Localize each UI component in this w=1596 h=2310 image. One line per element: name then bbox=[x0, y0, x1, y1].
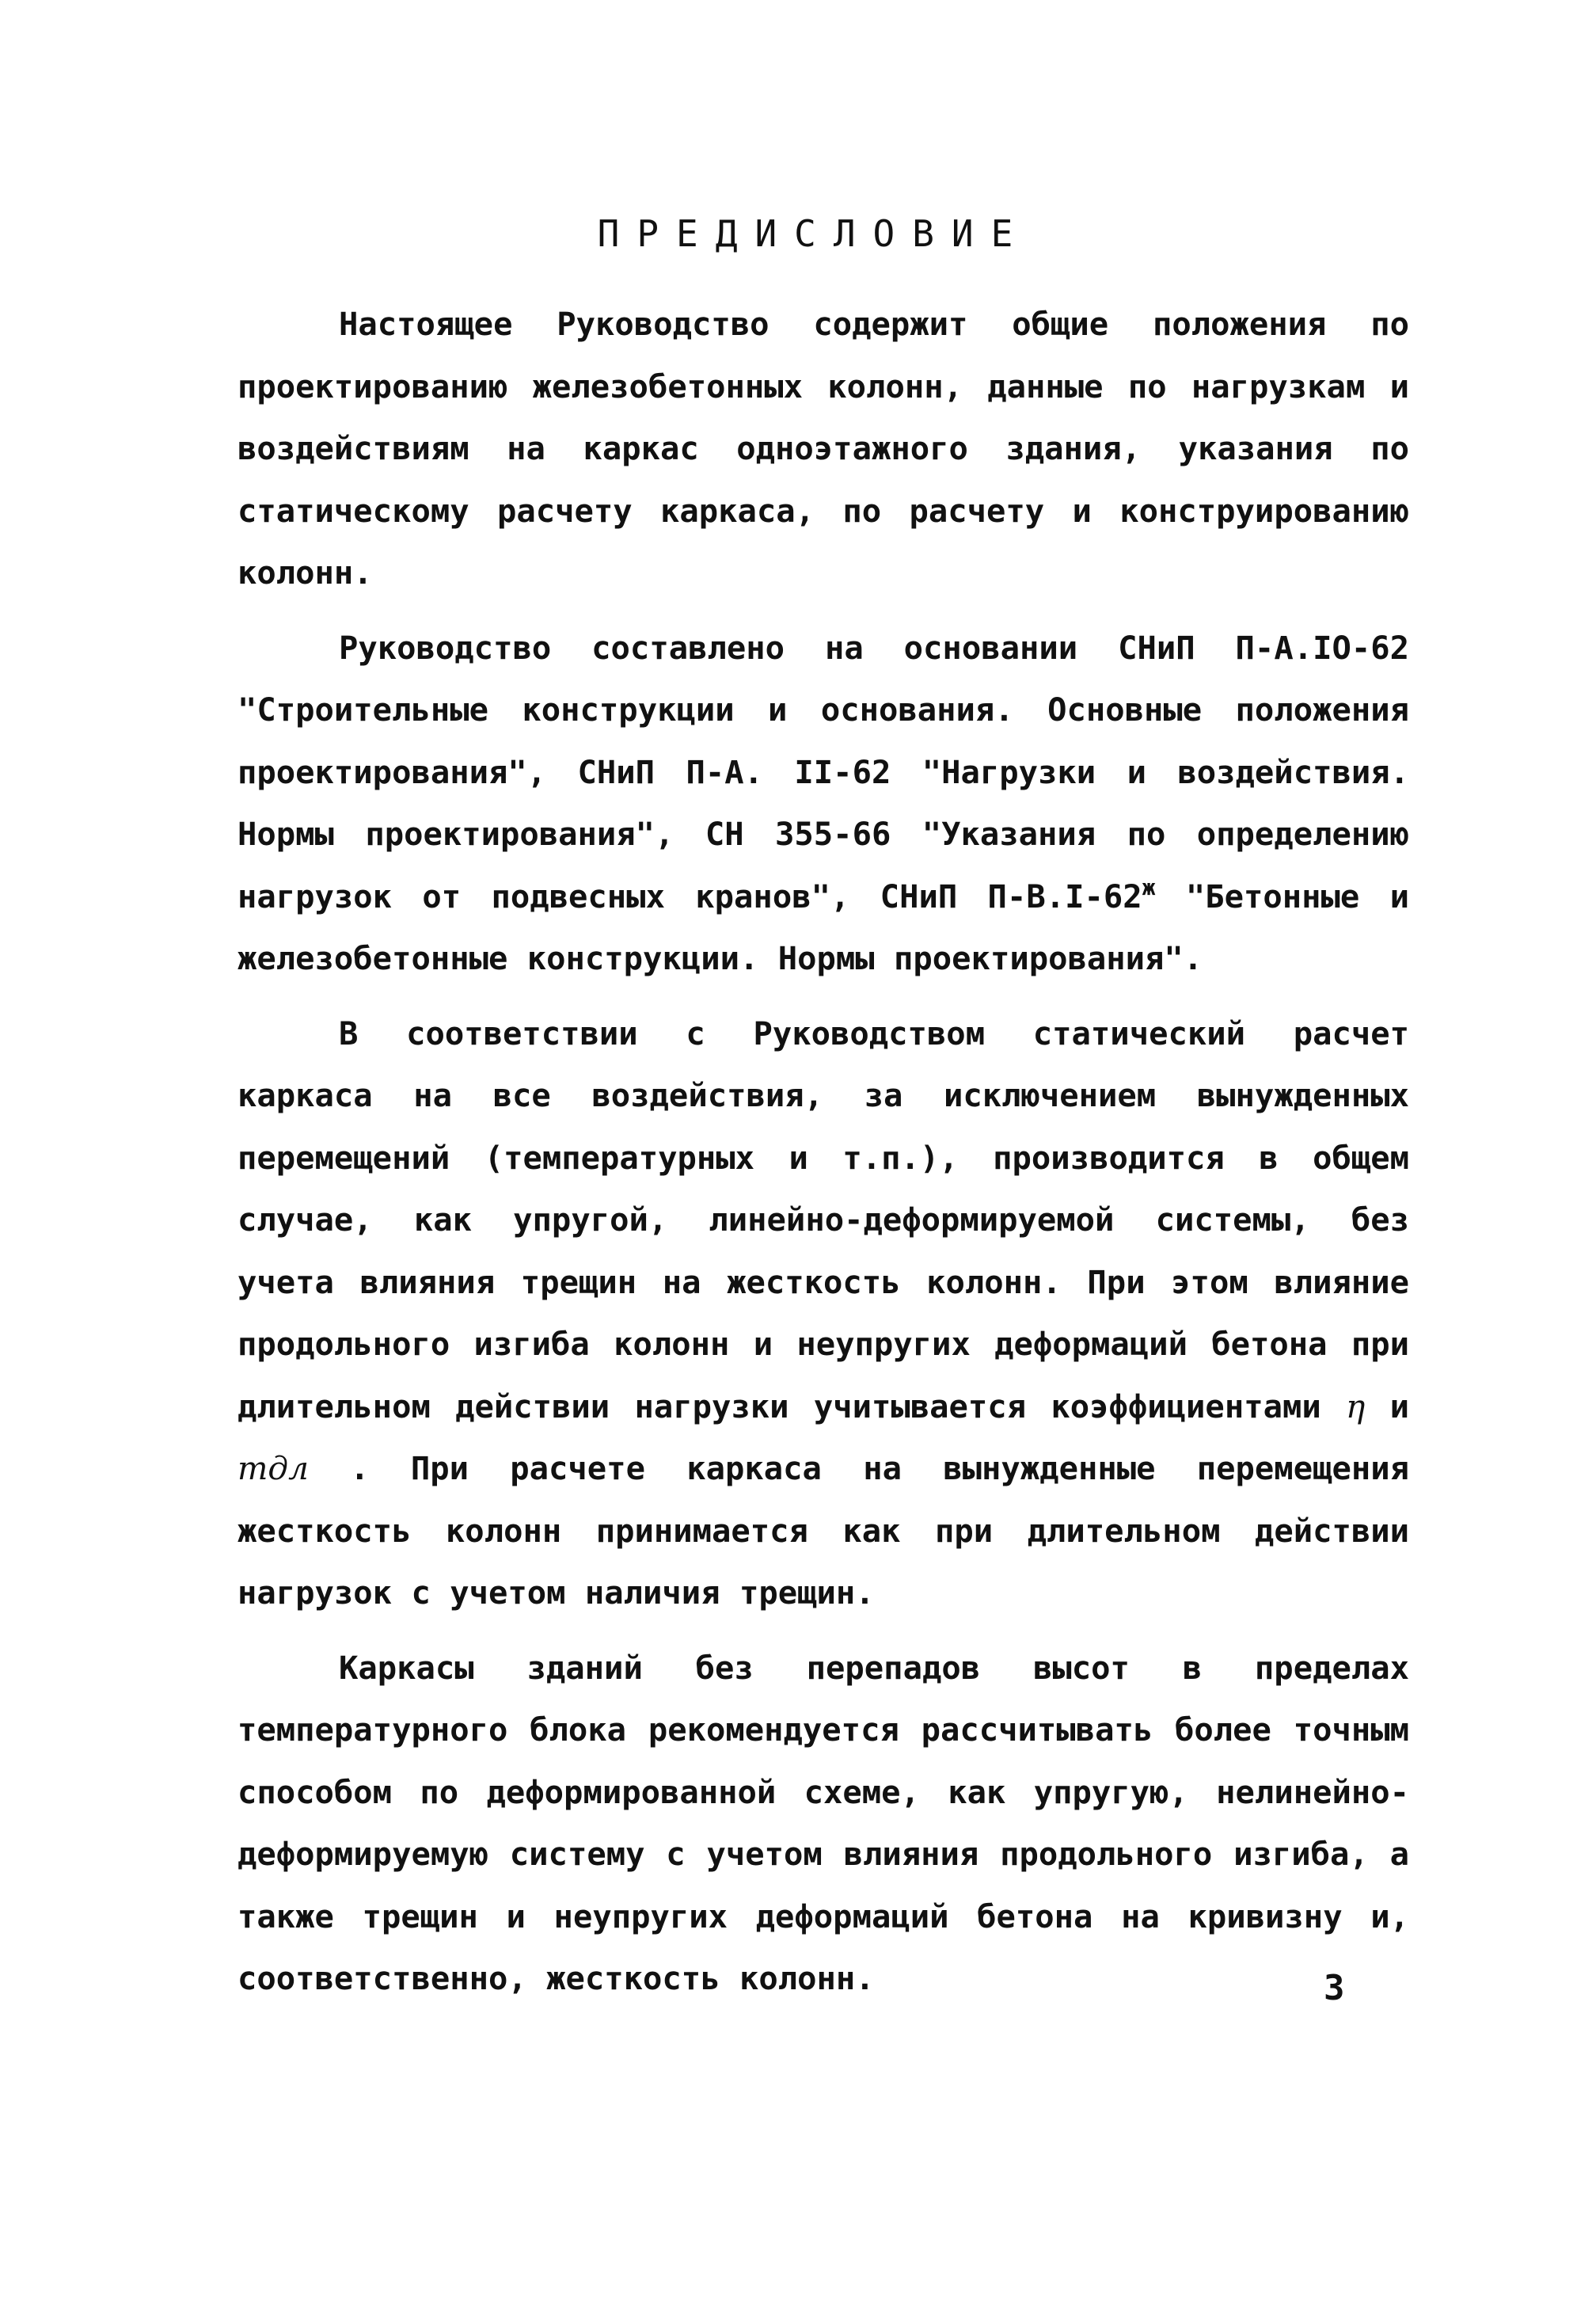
paragraph-2-text: Руководство составлено на основании СНиП П-А.IO-62 "Строительные конструкции и основания. Основные положения проектирования", СНиП П-А. II-62 "Нагрузки и воздействия. Нормы проектирования", СН 355-66 "Указания по определению нагрузок от подвесных кранов", СНиП П-В.I-62 bbox=[238, 628, 1409, 915]
paragraph-2-text-end: "Бетонные и железобетонные конструкции. Нормы проектирования". bbox=[238, 877, 1409, 977]
paragraph-3-conjunction: и bbox=[1365, 1387, 1409, 1425]
body-text bbox=[238, 293, 1409, 2023]
paragraph-3 bbox=[238, 1003, 1409, 1624]
paragraph-3-text-end: . При расчете каркаса на вынужденные перемещения жесткость колонн принимается как при длительном действии нагрузок с учетом наличия трещин. bbox=[238, 1449, 1409, 1612]
paragraph-1: Настоящее Руководство содержит общие положения по проектированию железобетонных колонн, данные по нагрузкам и воздействиям на каркас одноэтажного здания, указания по статическому расчету каркаса, по расчету и конструированию колонн. bbox=[238, 305, 1409, 592]
paragraph-4: Каркасы зданий без перепадов высот в пределах температурного блока рекомендуется рассчитывать более точным способом по деформированной схеме, как упругую, нелинейно-деформируемую систему с учетом влияния продольного изгиба, а также трещин и неупругих деформаций бетона на кривизну и, соответственно, жесткость колонн. bbox=[238, 1648, 1409, 1997]
page-title: ПРЕДИСЛОВИЕ bbox=[597, 212, 1031, 255]
paragraph-2 bbox=[238, 617, 1409, 990]
page-number: 3 bbox=[1324, 1968, 1345, 2008]
paragraph-3-text: В соответствии с Руководством статический расчет каркаса на все воздействия, за исключением вынужденных перемещений (температурных и т.п.), производится в общем случае, как упругой, линейно-деформируемой системы, без учета влияния трещин на жесткость колонн. При этом влияние продольного изгиба колонн и неупругих деформаций бетона при длительном действии нагрузки учитывается коэффициентами bbox=[238, 1014, 1409, 1425]
footnote-mark: ж bbox=[1142, 873, 1156, 900]
m-dl-symbol: mдл bbox=[238, 1449, 309, 1487]
eta-symbol: η bbox=[1346, 1387, 1366, 1425]
